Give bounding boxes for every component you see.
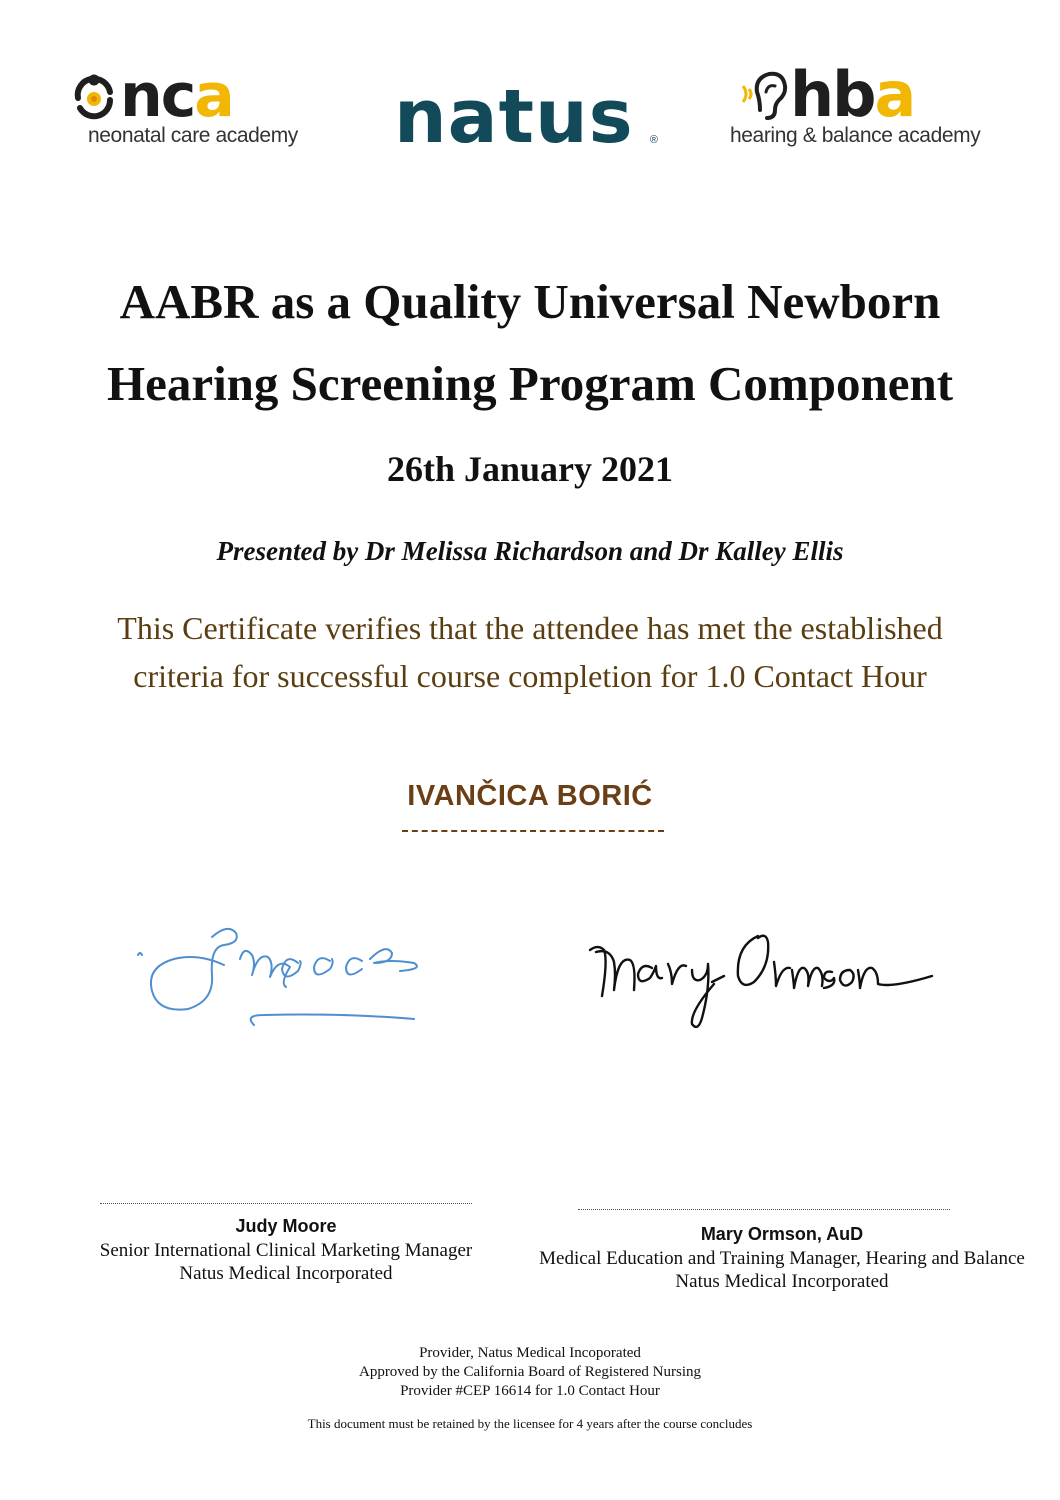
hba-wordmark-accent: a [874, 58, 915, 131]
hba-wordmark-dark: hb [790, 58, 875, 131]
presenters: Presented by Dr Melissa Richardson and Dr Kalley Ellis [216, 536, 844, 566]
provider-line-3: Provider #CEP 16614 for 1.0 Contact Hour [400, 1383, 660, 1399]
provider-line-2: Approved by the California Board of Registered Nursing [358, 1364, 701, 1380]
signer-name: Judy Moore [235, 1216, 337, 1236]
attendee-underline [402, 830, 664, 832]
attendee-name: IVANČICA BORIĆ [407, 780, 653, 812]
registered-mark: ® [649, 134, 658, 146]
nca-wordmark-accent: a [194, 61, 233, 131]
signer-organization: Natus Medical Incorporated [675, 1271, 889, 1292]
natus-wordmark: natus [394, 74, 634, 160]
natus-logo [394, 74, 658, 160]
signature-line-2 [578, 1209, 950, 1210]
signer-role: Senior International Clinical Marketing Manager [99, 1240, 473, 1261]
baby-icon [72, 74, 120, 122]
ear-sound-icon [740, 70, 790, 122]
verification-line-1: This Certificate verifies that the attendee has met the established [117, 610, 943, 646]
signer-block-1 [60, 1216, 512, 1285]
signature-mary-ormson [580, 912, 940, 1042]
signer-block-2 [516, 1224, 1048, 1293]
hba-logo [730, 58, 981, 152]
provider-line-1: Provider, Natus Medical Incoporated [419, 1345, 641, 1361]
course-date: 26th January 2021 [386, 449, 674, 489]
signer-name: Mary Ormson, AuD [700, 1224, 864, 1244]
signature-judy-moore [130, 915, 430, 1035]
verification-statement [40, 604, 1020, 700]
certificate-title-line-1: AABR as a Quality Universal Newborn [119, 274, 941, 329]
signer-role: Medical Education and Training Manager, Hearing and Balance [539, 1248, 1025, 1269]
provider-info [0, 1344, 1060, 1401]
verification-line-2: criteria for successful course completion for 1.0 Contact Hour [133, 658, 927, 694]
nca-subtitle: neonatal care academy [88, 124, 298, 147]
certificate-title-line-2: Hearing Screening Program Component [106, 356, 954, 411]
retention-notice: This document must be retained by the licensee for 4 years after the course concludes [307, 1416, 753, 1431]
signer-organization: Natus Medical Incorporated [179, 1263, 393, 1284]
nca-logo [72, 61, 322, 152]
signature-line-1 [100, 1203, 472, 1204]
hba-subtitle: hearing & balance academy [730, 124, 981, 147]
nca-wordmark-dark: nc [120, 61, 195, 131]
